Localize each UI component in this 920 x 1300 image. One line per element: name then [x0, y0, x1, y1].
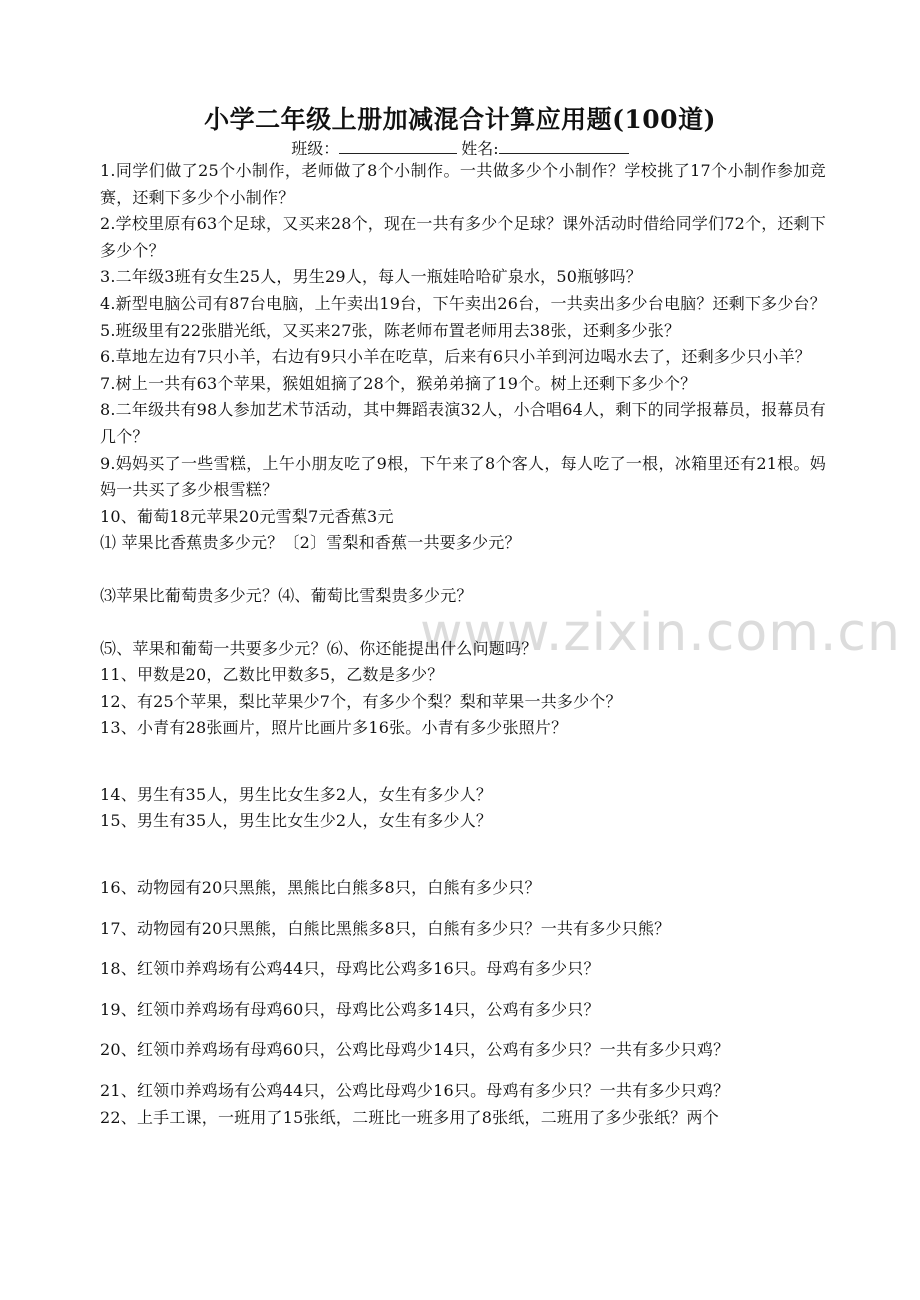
- question-item: 17、动物园有20只黑熊，白熊比黑熊多8只，白熊有多少只？一共有多少只熊？: [100, 918, 671, 938]
- spacer: [100, 557, 826, 583]
- spacer: [100, 983, 826, 997]
- question-item: 21、红领巾养鸡场有公鸡44只，公鸡比母鸡少16只。母鸡有多少只？一共有多少只鸡？: [100, 1081, 730, 1101]
- question-item: 14、男生有35人，男生比女生多2人，女生有多少人？: [100, 784, 493, 804]
- question-item: ⑸、苹果和葡萄一共要多少元？⑹、你还能提出什么问题吗？: [100, 638, 538, 658]
- question-item: 18、红领巾养鸡场有公鸡44只，母鸡比公鸡多16只。母鸡有多少只？: [100, 959, 600, 979]
- question-item: 20、红领巾养鸡场有母鸡60只，公鸡比母鸡少14只，公鸡有多少只？一共有多少只鸡？: [100, 1040, 730, 1060]
- question-item: 5.班级里有22张腊光纸，又买来27张，陈老师布置老师用去38张，还剩多少张？: [100, 320, 681, 340]
- question-item: 12、有25个苹果，梨比苹果少7个，有多少个梨？梨和苹果一共多少个？: [100, 691, 622, 711]
- spacer: [100, 835, 826, 875]
- question-item: 13、小青有28张画片，照片比画片多16张。小青有多少张照片？: [100, 718, 568, 738]
- question-item: 4.新型电脑公司有87台电脑，上午卖出19台，下午卖出26台，一共卖出多少台电脑？还剩下多少台？: [100, 293, 826, 313]
- question-item: 10、葡萄18元苹果20元雪梨7元香蕉3元: [100, 506, 394, 526]
- question-item: 19、红领巾养鸡场有母鸡60只，母鸡比公鸡多14只，公鸡有多少只？: [100, 999, 600, 1019]
- spacer: [100, 1064, 826, 1078]
- question-item: 15、男生有35人，男生比女生少2人，女生有多少人？: [100, 811, 493, 831]
- spacer: [100, 942, 826, 956]
- name-label: 姓名:: [461, 139, 499, 158]
- question-item: 9.妈妈买了一些雪糕，上午小朋友吃了9根，下午来了8个客人，每人吃了一根，冰箱里还有21根。妈妈一共买了多少根雪糕？: [100, 453, 826, 500]
- question-item: 2.学校里原有63个足球，又买来28个，现在一共有多少个足球？课外活动时借给同学们72个，还剩下多少个？: [100, 214, 826, 260]
- question-item: 22、上手工课，一班用了15张纸，二班比一班多用了8张纸，二班用了多少张纸？两个: [100, 1107, 719, 1127]
- question-item: 7.树上一共有63个苹果，猴姐姐摘了28个，猴弟弟摘了19个。树上还剩下多少个？: [100, 373, 697, 393]
- question-item: 1.同学们做了25个小制作，老师做了8个小制作。一共做多少个小制作？学校挑了17个小制作参加竞赛，还剩下多少个小制作？: [100, 161, 826, 207]
- question-list: [100, 158, 826, 1131]
- question-item: 3.二年级3班有女生25人，男生29人，每人一瓶娃哈哈矿泉水，50瓶够吗？: [100, 267, 642, 287]
- watermark: www.zixin.com.cn: [420, 603, 901, 663]
- question-item: 8.二年级共有98人参加艺术节活动，其中舞蹈表演32人，小合唱64人，剩下的同学报幕员，报幕员有几个？: [100, 400, 826, 446]
- question-item: 6.草地左边有7只小羊，右边有9只小羊在吃草，后来有6只小羊到河边喝水去了，还剩多少只小羊？: [100, 347, 812, 367]
- student-info-line: [0, 136, 920, 159]
- spacer: [100, 902, 826, 916]
- question-item: 16、动物园有20只黑熊，黑熊比白熊多8只，白熊有多少只？: [100, 878, 541, 898]
- question-item: ⑴ 苹果比香蕉贵多少元？〔2〕雪梨和香蕉一共要多少元？: [100, 533, 521, 553]
- page-title: 小学二年级上册加减混合计算应用题(100道): [204, 105, 716, 134]
- class-blank: [339, 138, 457, 154]
- spacer: [100, 1023, 826, 1037]
- name-blank: [499, 138, 629, 154]
- spacer: [100, 742, 826, 782]
- class-label: 班级：: [291, 139, 340, 158]
- spacer: [100, 610, 826, 636]
- question-item: 11、甲数是20，乙数比甲数多5，乙数是多少？: [100, 665, 444, 685]
- question-item: ⑶苹果比葡萄贵多少元？⑷、葡萄比雪梨贵多少元？: [100, 585, 473, 605]
